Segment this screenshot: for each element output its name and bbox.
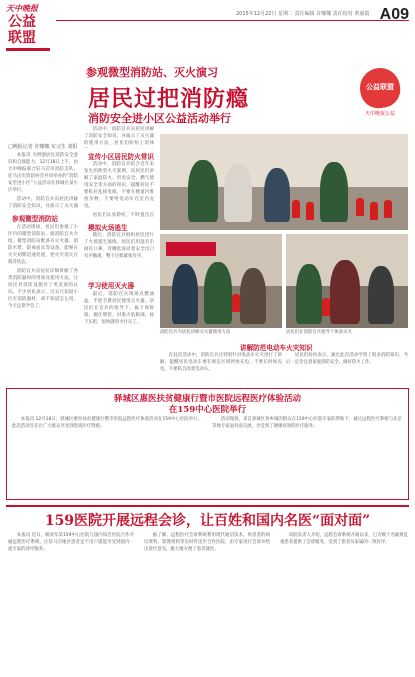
section-divider xyxy=(6,505,409,507)
photo-extinguisher-demo xyxy=(160,134,408,230)
paragraph: 活动中，消防官兵结合近年来发生的典型火灾案例，向居民们讲解了家庭防火、用电安全、燃气使用安全等方面的知识，提醒居民不要私拉乱接电线，不要在楼道内堆放杂物，不要给电动车在室内充电。 xyxy=(84,162,154,209)
emblem-caption: 天中晚报公益 xyxy=(364,111,395,117)
paragraph: 本报讯 为增强居民消防安全意识和自救能力，12月18日上午，由天中晚报联合驻马店市消防支队、驻马店市消防协会共同举办的“消防安全进小区”公益活动在驿城区某小区举行。 xyxy=(8,153,78,193)
resident-figure xyxy=(330,260,360,324)
event-col1 xyxy=(12,416,202,496)
section-accent-bar xyxy=(6,48,50,51)
paragraph: 活动中，消防官兵向居民讲解了消防安全知识，并演示了灭火器 xyxy=(8,197,78,209)
bottom-col2 xyxy=(144,532,270,672)
issue-meta: 2015年12月22日 星期二 责任编辑 许娜娜 责任校对 黄丽霞 xyxy=(236,11,370,17)
extinguisher-icon xyxy=(384,200,392,218)
paragraph: 该院负责人介绍，远程会诊系统开通以来，已为数十名疑难危重患者提供了会诊服务，受到了患者及家属的一致好评。 xyxy=(280,533,408,545)
event-col2 xyxy=(212,416,402,496)
article-col2b xyxy=(84,232,154,276)
lead-headline: 居民过把消防瘾 xyxy=(88,86,250,112)
photo-caption: 居民们在消防官兵指导下体验灭火 xyxy=(286,330,352,335)
paragraph: 据了解，远程医疗会诊系统利用现代通信技术，将患者的病历资料、影像资料等实时传送至合作医院，由专家进行会诊并给出诊疗意见，极大地方便了患者就医。 xyxy=(144,533,270,552)
firefighter-figure xyxy=(320,162,348,222)
bottom-headline: 159医院开展远程会诊，让百姓和国内名医“面对面” xyxy=(44,513,371,529)
lead-kicker: 参观微型消防站、灭火演习 xyxy=(86,66,218,79)
article-col2c xyxy=(84,291,154,385)
paragraph: 活动中，消防官兵向居民讲解了消防安全知识，并演示了灭火器的使用方法，居民们纷纷上前体 xyxy=(84,127,154,146)
extinguisher-icon xyxy=(232,294,240,312)
extinguisher-icon xyxy=(292,200,300,218)
subheading-fire-safety: 宣传小区居民防火常识 xyxy=(88,153,154,161)
paragraph: 本报讯 12月18日，驿城区惠医扶贫健康行暨市医院远程医疗体验活动在159中心医院举行。此次活动旨在让广大群众享受到优质医疗资源。 xyxy=(12,417,202,429)
subheading-ebike: 讲解防范电动车火灾知识 xyxy=(240,344,313,352)
photo-hands-on xyxy=(160,234,282,328)
photo-caption: 消防官兵为居民讲解灭火器使用方法 xyxy=(160,330,231,335)
event-subhead: 在159中心医院举行 xyxy=(168,405,247,415)
lead-subhead: 消防安全进小区公益活动举行 xyxy=(88,112,231,125)
emblem-text: 公益联盟 xyxy=(366,83,394,91)
extinguisher-icon xyxy=(356,198,364,216)
section-title: 公益联盟 xyxy=(8,14,36,46)
article-col2-top xyxy=(84,126,154,148)
firefighter-figure xyxy=(296,264,322,324)
charity-emblem xyxy=(352,62,408,122)
paragraph: 在活动现场，居民们参观了小区内的微型消防站。据消防官兵介绍，微型消防站配备有灭火器、消防水带、防毒面具等设备，能够在火灾初期迅速处置，把火灾消灭在萌芽状态。 xyxy=(8,225,78,265)
article-byline: □晚报记者 许娜娜 实习生 刘阳 xyxy=(8,144,78,150)
subheading-extinguisher: 学习使用灭火器 xyxy=(88,282,135,290)
paragraph: 最后，消防官兵现场点燃油盆，手把手教居民使用灭火器。居民们在官兵的指导下，拔下保险销，握住喷管，对准火焰根部，按下压把，很快就将火扑灭了。 xyxy=(84,292,154,325)
resident-figure xyxy=(264,168,290,222)
extinguisher-icon xyxy=(370,202,378,220)
paragraph: 随后，消防官兵组织居民进行了火场逃生演练。居民们用湿毛巾捂住口鼻，弯腰低姿沿着安全出口有序撤离，整个过程紧张有序。 xyxy=(84,233,154,259)
extinguisher-icon xyxy=(306,202,314,220)
article-col3 xyxy=(160,352,282,386)
resident-figure xyxy=(224,164,252,222)
article-col4 xyxy=(286,352,408,386)
paragraph: 消防官兵向居民详细讲解了各类消防器材的用途及使用方法，让居民对消防设施有了更直观的认识。不少居民表示，过去只知道小区有消防器材，却不知道怎么用，今天总算学会了。 xyxy=(8,269,78,309)
article-col2 xyxy=(84,161,154,219)
page-number: A09 xyxy=(379,6,409,23)
bottom-col1 xyxy=(8,532,134,672)
event-headline: 驿城区惠医扶贫健康行暨市医院远程医疗体验活动 xyxy=(113,394,301,404)
article-col1 xyxy=(8,152,78,210)
firefighter-figure xyxy=(204,262,232,324)
resident-figure xyxy=(368,266,394,324)
masthead xyxy=(0,0,415,58)
subheading-station: 参观微型消防站 xyxy=(12,215,59,223)
resident-figure xyxy=(240,268,266,324)
paragraph: 活动现场，来自驿城区各乡镇的群众在159中心医院专家的帮助下，通过远程医疗系统与北京等地专家面对面交流，享受到了便捷高效的医疗服务。 xyxy=(212,417,402,429)
firefighter-figure xyxy=(188,160,218,222)
photo-drill xyxy=(286,234,408,328)
paragraph: 居民们纷纷表示，通过此次活动学到了很多消防知识，今后一定会注意家庭消防安全，做好防火工作。 xyxy=(286,353,408,365)
paragraph: 在此次活动中，消防官兵还特别针对电动车火灾进行了讲解，提醒居民电动车要在规定区域停放充电，不要长时间充电，不要私自改装电动车。 xyxy=(160,353,282,372)
banner xyxy=(166,242,216,256)
article-col1b xyxy=(8,224,78,384)
subheading-escape-drill: 模拟火场逃生 xyxy=(88,224,128,232)
resident-figure xyxy=(172,264,198,324)
extinguisher-icon xyxy=(322,298,330,316)
newspaper-logo: 天中晚报 xyxy=(6,3,38,13)
top-divider xyxy=(56,20,409,21)
paragraph: 本报讯 近日，解放军第159中心医院与国内知名医院合作开通远程医疗系统，让驻马店地区患者足不出户就能享受到国内一流专家的诊疗服务。 xyxy=(8,533,134,552)
bottom-col3 xyxy=(280,532,408,672)
paragraph: 居民们认真聆听，不时提出自 xyxy=(92,213,154,218)
